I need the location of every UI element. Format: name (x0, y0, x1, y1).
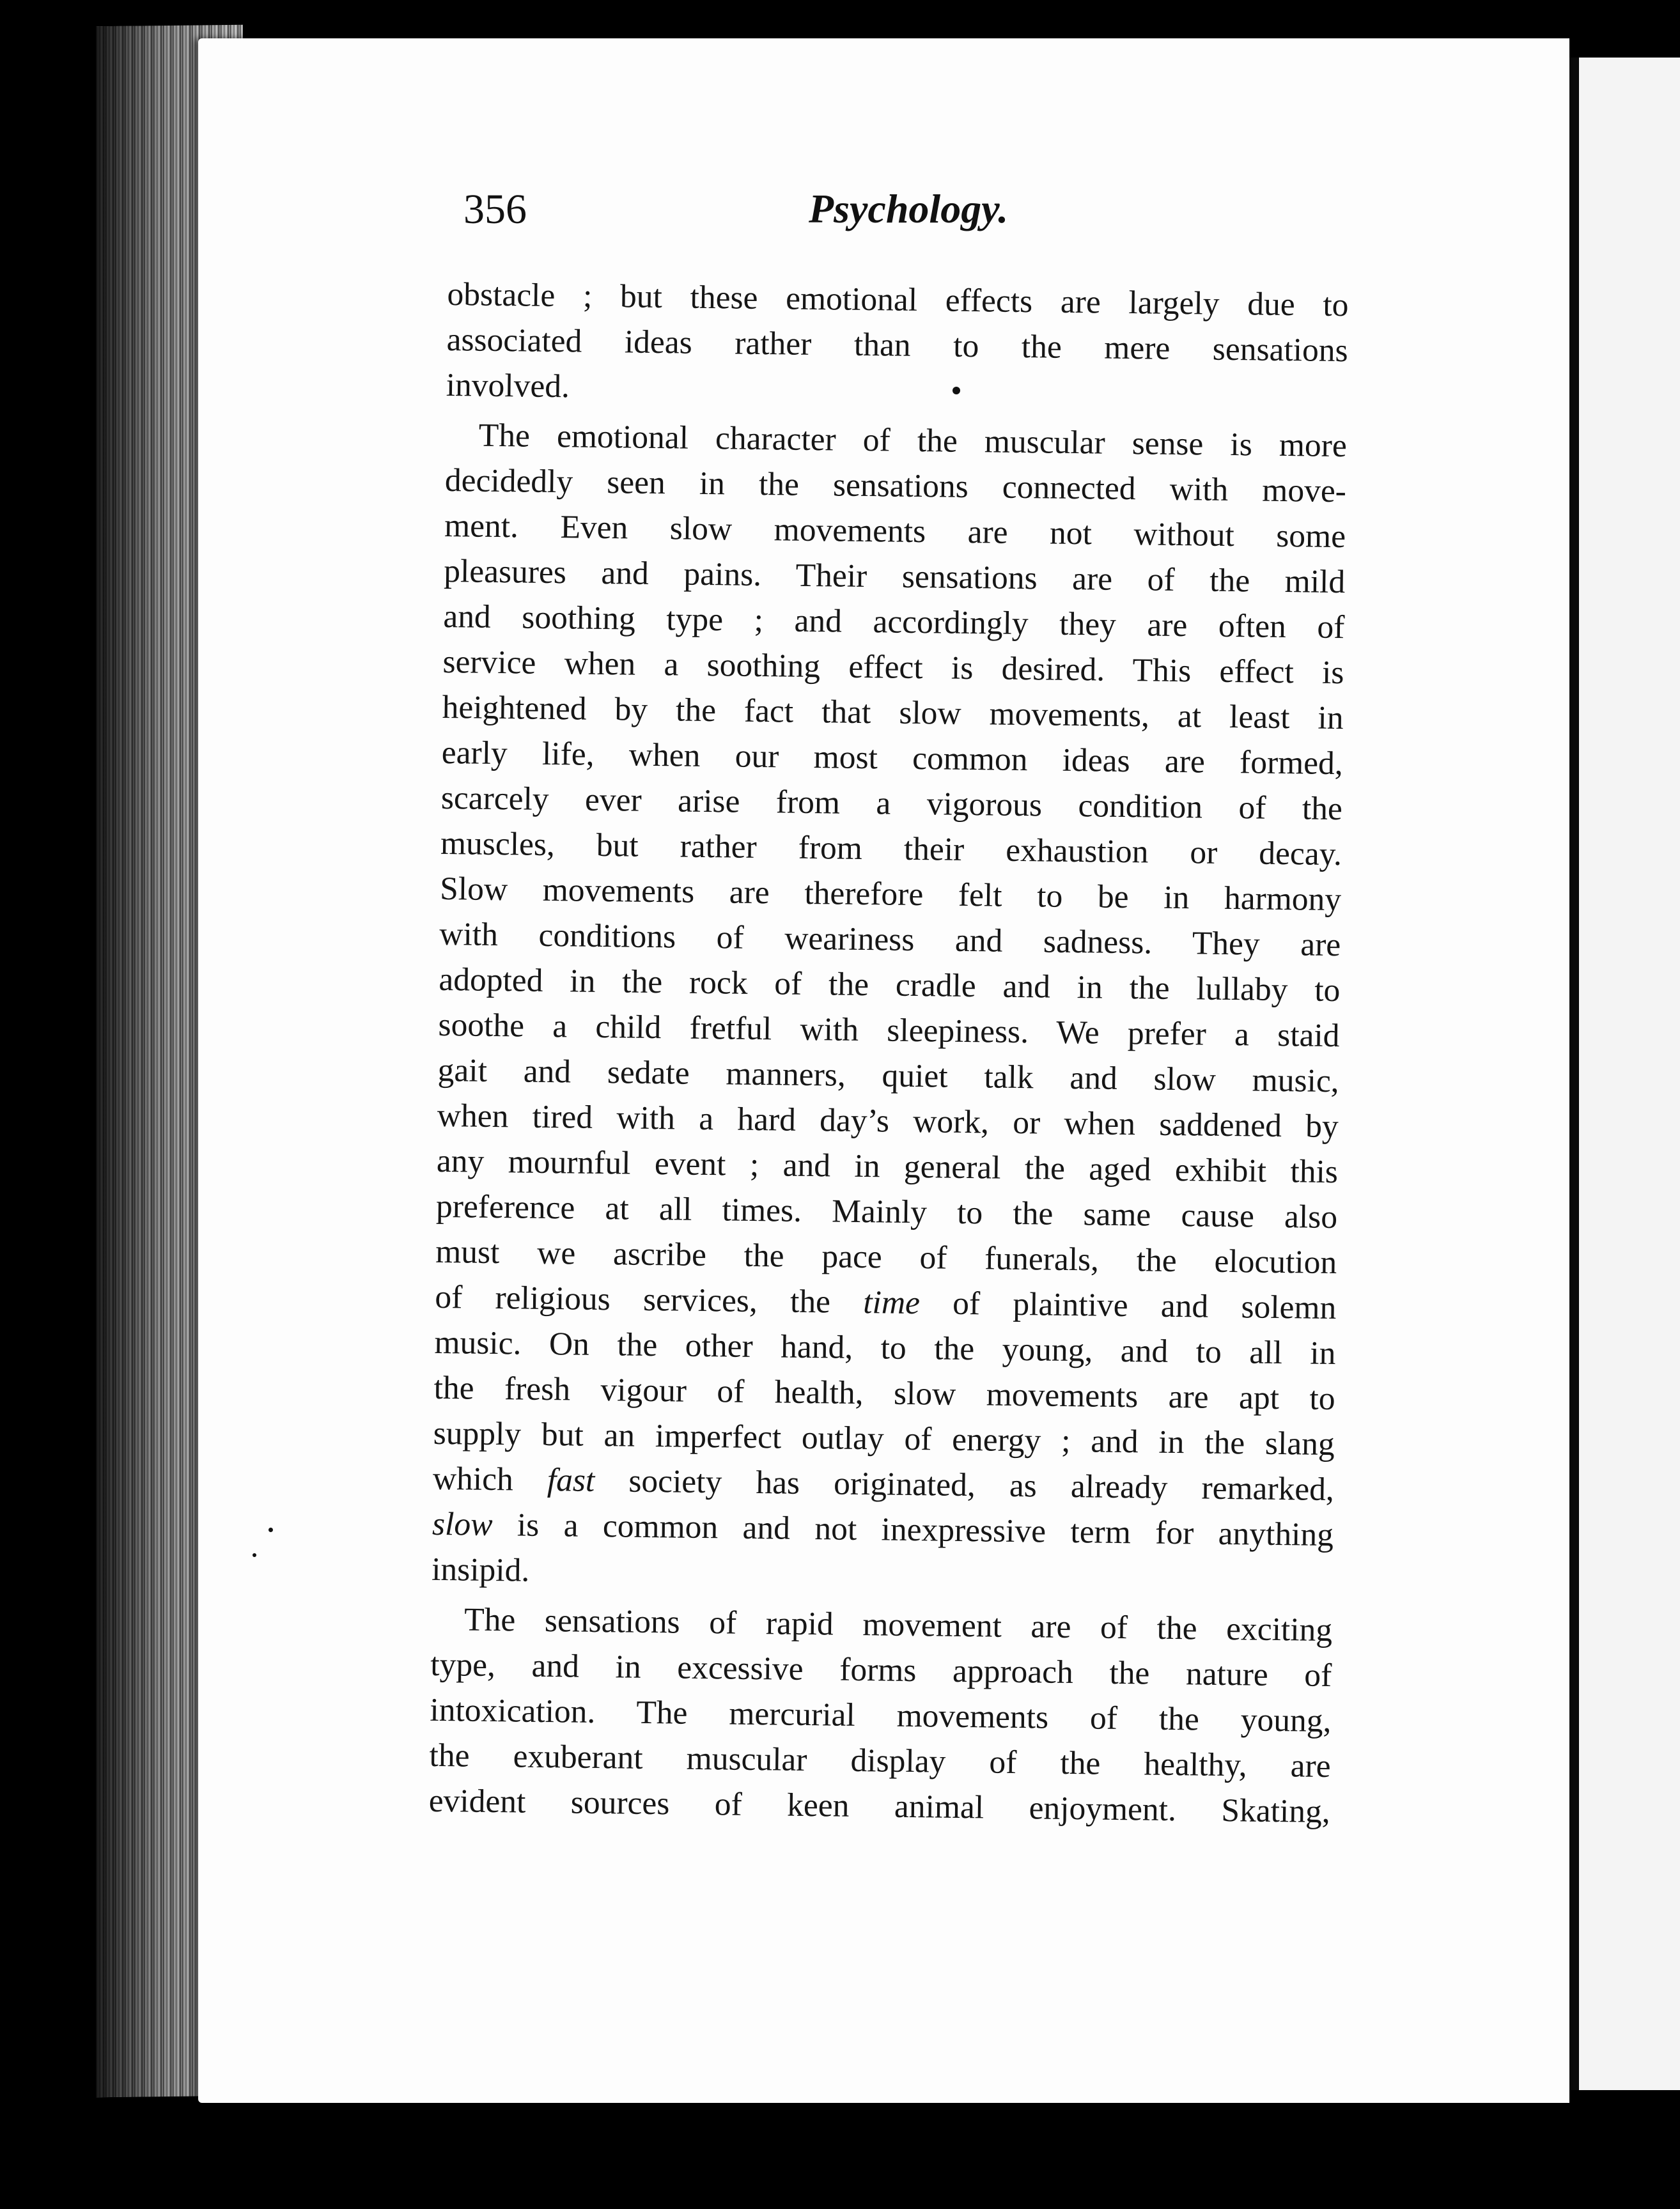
text-line: intoxication. The mercurial movements of the young, (430, 1691, 1332, 1740)
scan-speck (268, 1528, 273, 1532)
text-line: supply but an imperfect outlay of energy ; and in the slang (433, 1415, 1335, 1463)
text-line: heightened by the fact that slow movements, at least in (442, 688, 1344, 737)
scan-speck (253, 1553, 256, 1557)
text-line: involved. (446, 366, 570, 405)
text-line: slow is a common and not inexpressive term for anything (432, 1505, 1334, 1554)
paragraph-rapid-movement (428, 1597, 1332, 1834)
text-line: associated ideas rather than to the mere sensations (446, 321, 1348, 369)
text-line: The sensations of rapid movement are of the exciting (463, 1601, 1333, 1649)
page-number: 356 (463, 186, 527, 233)
text-line: when tired with a hard day’s work, or when saddened by (437, 1097, 1339, 1145)
text-line: scarcely ever arise from a vigorous condition of the (440, 779, 1343, 828)
text-line: muscles, but rather from their exhaustion or decay. (440, 825, 1342, 873)
text-line: music. On the other hand, to the young, and to all in (434, 1324, 1336, 1372)
text-line: soothe a child fretful with sleepiness. We prefer a staid (438, 1006, 1340, 1055)
text-line: decidedly seen in the sensations connected with move- (444, 461, 1347, 510)
facing-page-edge (1560, 58, 1680, 2090)
text-line: type, and in excessive forms approach the nature of (430, 1646, 1332, 1694)
text-line: with conditions of weariness and sadness. They are (439, 915, 1341, 964)
text-line: obstacle ; but these emotional effects are largely due to (447, 275, 1349, 324)
text-line: adopted in the rock of the cradle and in the lullaby to (439, 961, 1341, 1009)
italic-word: slow (432, 1505, 493, 1544)
text-line: service when a soothing effect is desired. This effect is (442, 643, 1344, 692)
running-head (463, 185, 1371, 243)
italic-word: time (862, 1284, 921, 1322)
text-line: pleasures and pains. Their sensations are of the mild (443, 552, 1346, 601)
text-line: and soothing type ; and accordingly they are often of (443, 598, 1345, 646)
text-line: Slow movements are therefore felt to be in harmony (439, 870, 1342, 918)
text-line: evident sources of keen animal enjoyment. Skating, (428, 1782, 1331, 1831)
body-text (428, 272, 1349, 1834)
text-line: which fast society has originated, as already remarked, (432, 1460, 1335, 1508)
text-line: gait and sedate manners, quiet talk and slow music, (437, 1051, 1339, 1100)
text-line: early life, when our most common ideas are formed, (441, 734, 1344, 782)
text-line: ment. Even slow movements are not without some (444, 507, 1346, 555)
text-line: the exuberant muscular display of the healthy, are (429, 1737, 1331, 1785)
text-line: The emotional character of the muscular sense is more (478, 417, 1348, 465)
text-line: insipid. (431, 1551, 530, 1589)
text-line: any mournful event ; and in general the aged exhibit this (436, 1142, 1339, 1191)
paragraph-slow-movement (432, 412, 1347, 1603)
italic-word: fast (547, 1462, 595, 1499)
running-title: Psychology. (809, 186, 1009, 231)
text-line: preference at all times. Mainly to the same cause also (435, 1188, 1338, 1236)
text-line: of religious services, the time of plaintive and solemn (435, 1278, 1337, 1327)
text-line: the fresh vigour of health, slow movements are apt to (433, 1369, 1335, 1418)
text-line: must we ascribe the pace of funerals, the elocution (435, 1233, 1337, 1282)
paragraph-continued (446, 272, 1348, 419)
